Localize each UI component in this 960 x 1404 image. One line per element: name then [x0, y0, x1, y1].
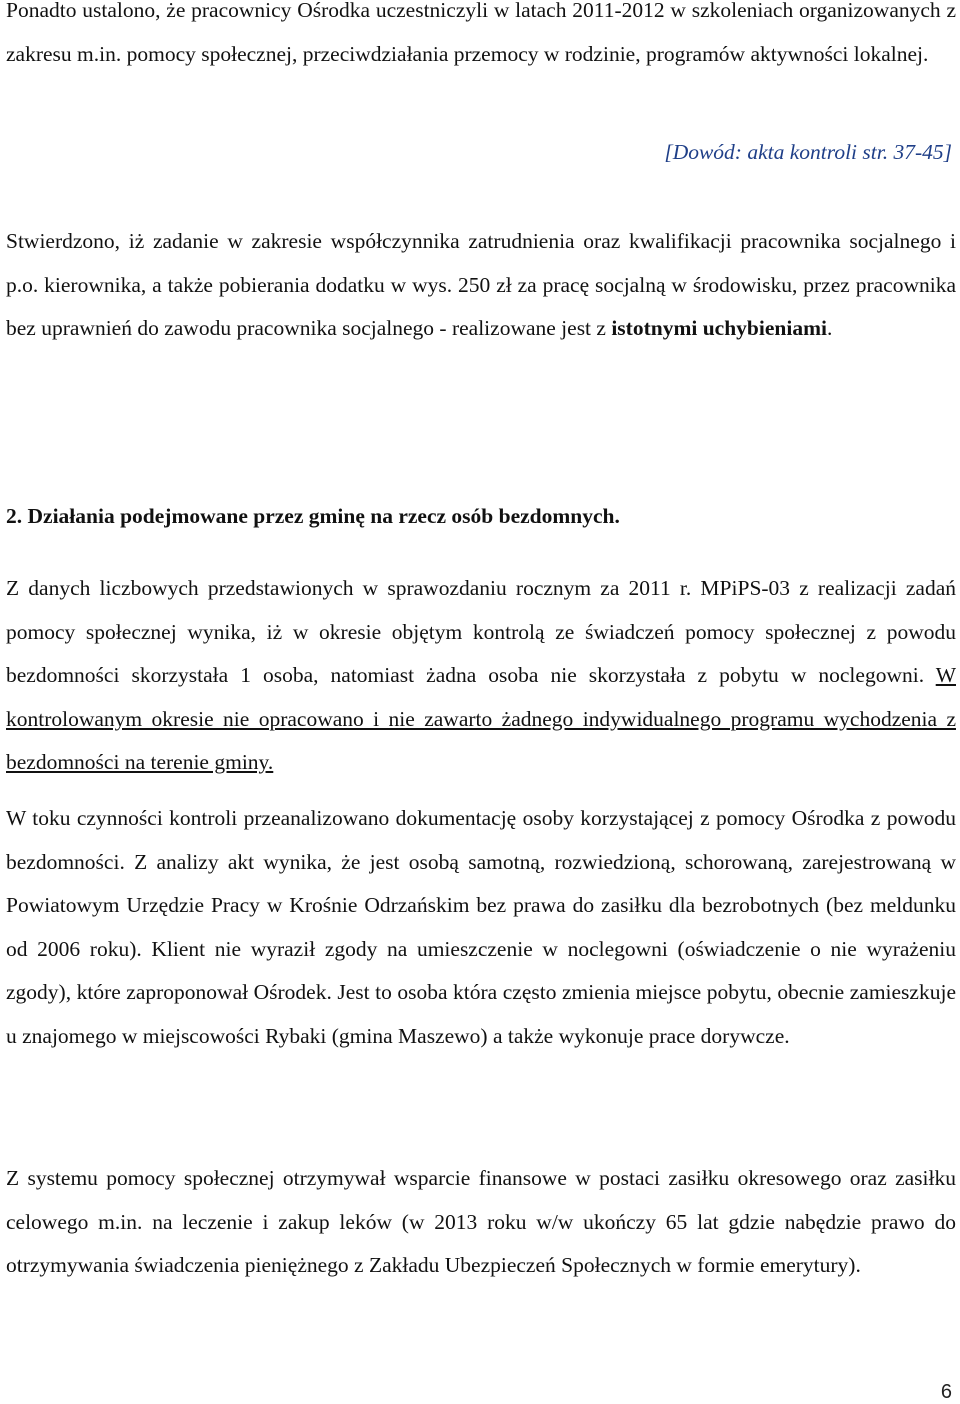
paragraph-text: Ponadto ustalono, że pracownicy Ośrodka uczestniczyli w latach 2011-2012 w szkoleniach organizowanych z zakresu m.in. pomocy społecznej, przeciwdziałania przemocy w rodzinie, programów aktywności lokalnej.	[6, 0, 956, 66]
paragraph-statistics	[6, 567, 956, 785]
paragraph-text: Z danych liczbowych przedstawionych w sprawozdaniu rocznym za 2011 r. MPiPS-03 z realizacji zadań pomocy społecznej wynika, iż w okresie objętym kontrolą ze świadczeń pomocy społecznej z powodu bezdomności skorzystała 1 osoba, natomiast żadna osoba nie skorzystała z pobytu w noclegowni.	[6, 576, 956, 687]
page-number: 6	[940, 1381, 952, 1403]
paragraph-text: Z systemu pomocy społecznej otrzymywał wsparcie finansowe w postaci zasiłku okresowego oraz zasiłku celowego m.in. na leczenie i zakup leków (w 2013 roku w/w ukończy 65 lat gdzie nabędzie prawo do otrzymywania świadczenia pieniężnego z Zakładu Ubezpieczeń Społecznych w formie emerytury).	[6, 1166, 956, 1277]
paragraph-case-review	[6, 797, 956, 1058]
section-heading: 2. Działania podejmowane przez gminę na rzecz osób bezdomnych.	[6, 504, 620, 528]
paragraph-text: Stwierdzono, iż zadanie w zakresie współczynnika zatrudnienia oraz kwalifikacji pracownika socjalnego i p.o. kierownika, a także pobierania dodatku w wys. 250 zł za pracę socjalną w środowisku, przez pracownika bez uprawnień do zawodu pracownika socjalnego - realizowane jest z	[6, 229, 956, 340]
bold-phrase: istotnymi uchybieniami	[611, 316, 827, 340]
paragraph-findings	[6, 220, 956, 351]
paragraph-financial-support	[6, 1157, 956, 1288]
underlined-finding: W kontrolowanym okresie nie opracowano i nie zawarto żadnego indywidualnego programu wychodzenia z bezdomności na terenie gminy.	[6, 663, 956, 774]
paragraph-training	[6, 0, 956, 76]
paragraph-end: .	[826, 316, 833, 340]
evidence-citation: [Dowód: akta kontroli str. 37-45]	[664, 140, 952, 164]
paragraph-text: W toku czynności kontroli przeanalizowano dokumentację osoby korzystającej z pomocy Ośrodka z powodu bezdomności. Z analizy akt wynika, że jest osobą samotną, rozwiedzioną, schorowaną, zarejestrowaną w Powiatowym Urzędzie Pracy w Krośnie Odrzańskim bez prawa do zasiłku dla bezrobotnych (bez meldunku od 2006 roku). Klient nie wyraził zgody na umieszczenie w noclegowni (oświadczenie o nie wyrażeniu zgody), które zaproponował Ośrodek. Jest to osoba która często zmienia miejsce pobytu, obecnie zamieszkuje u znajomego w miejscowości Rybaki (gmina Maszewo) a także wykonuje prace dorywcze.	[6, 806, 956, 1048]
